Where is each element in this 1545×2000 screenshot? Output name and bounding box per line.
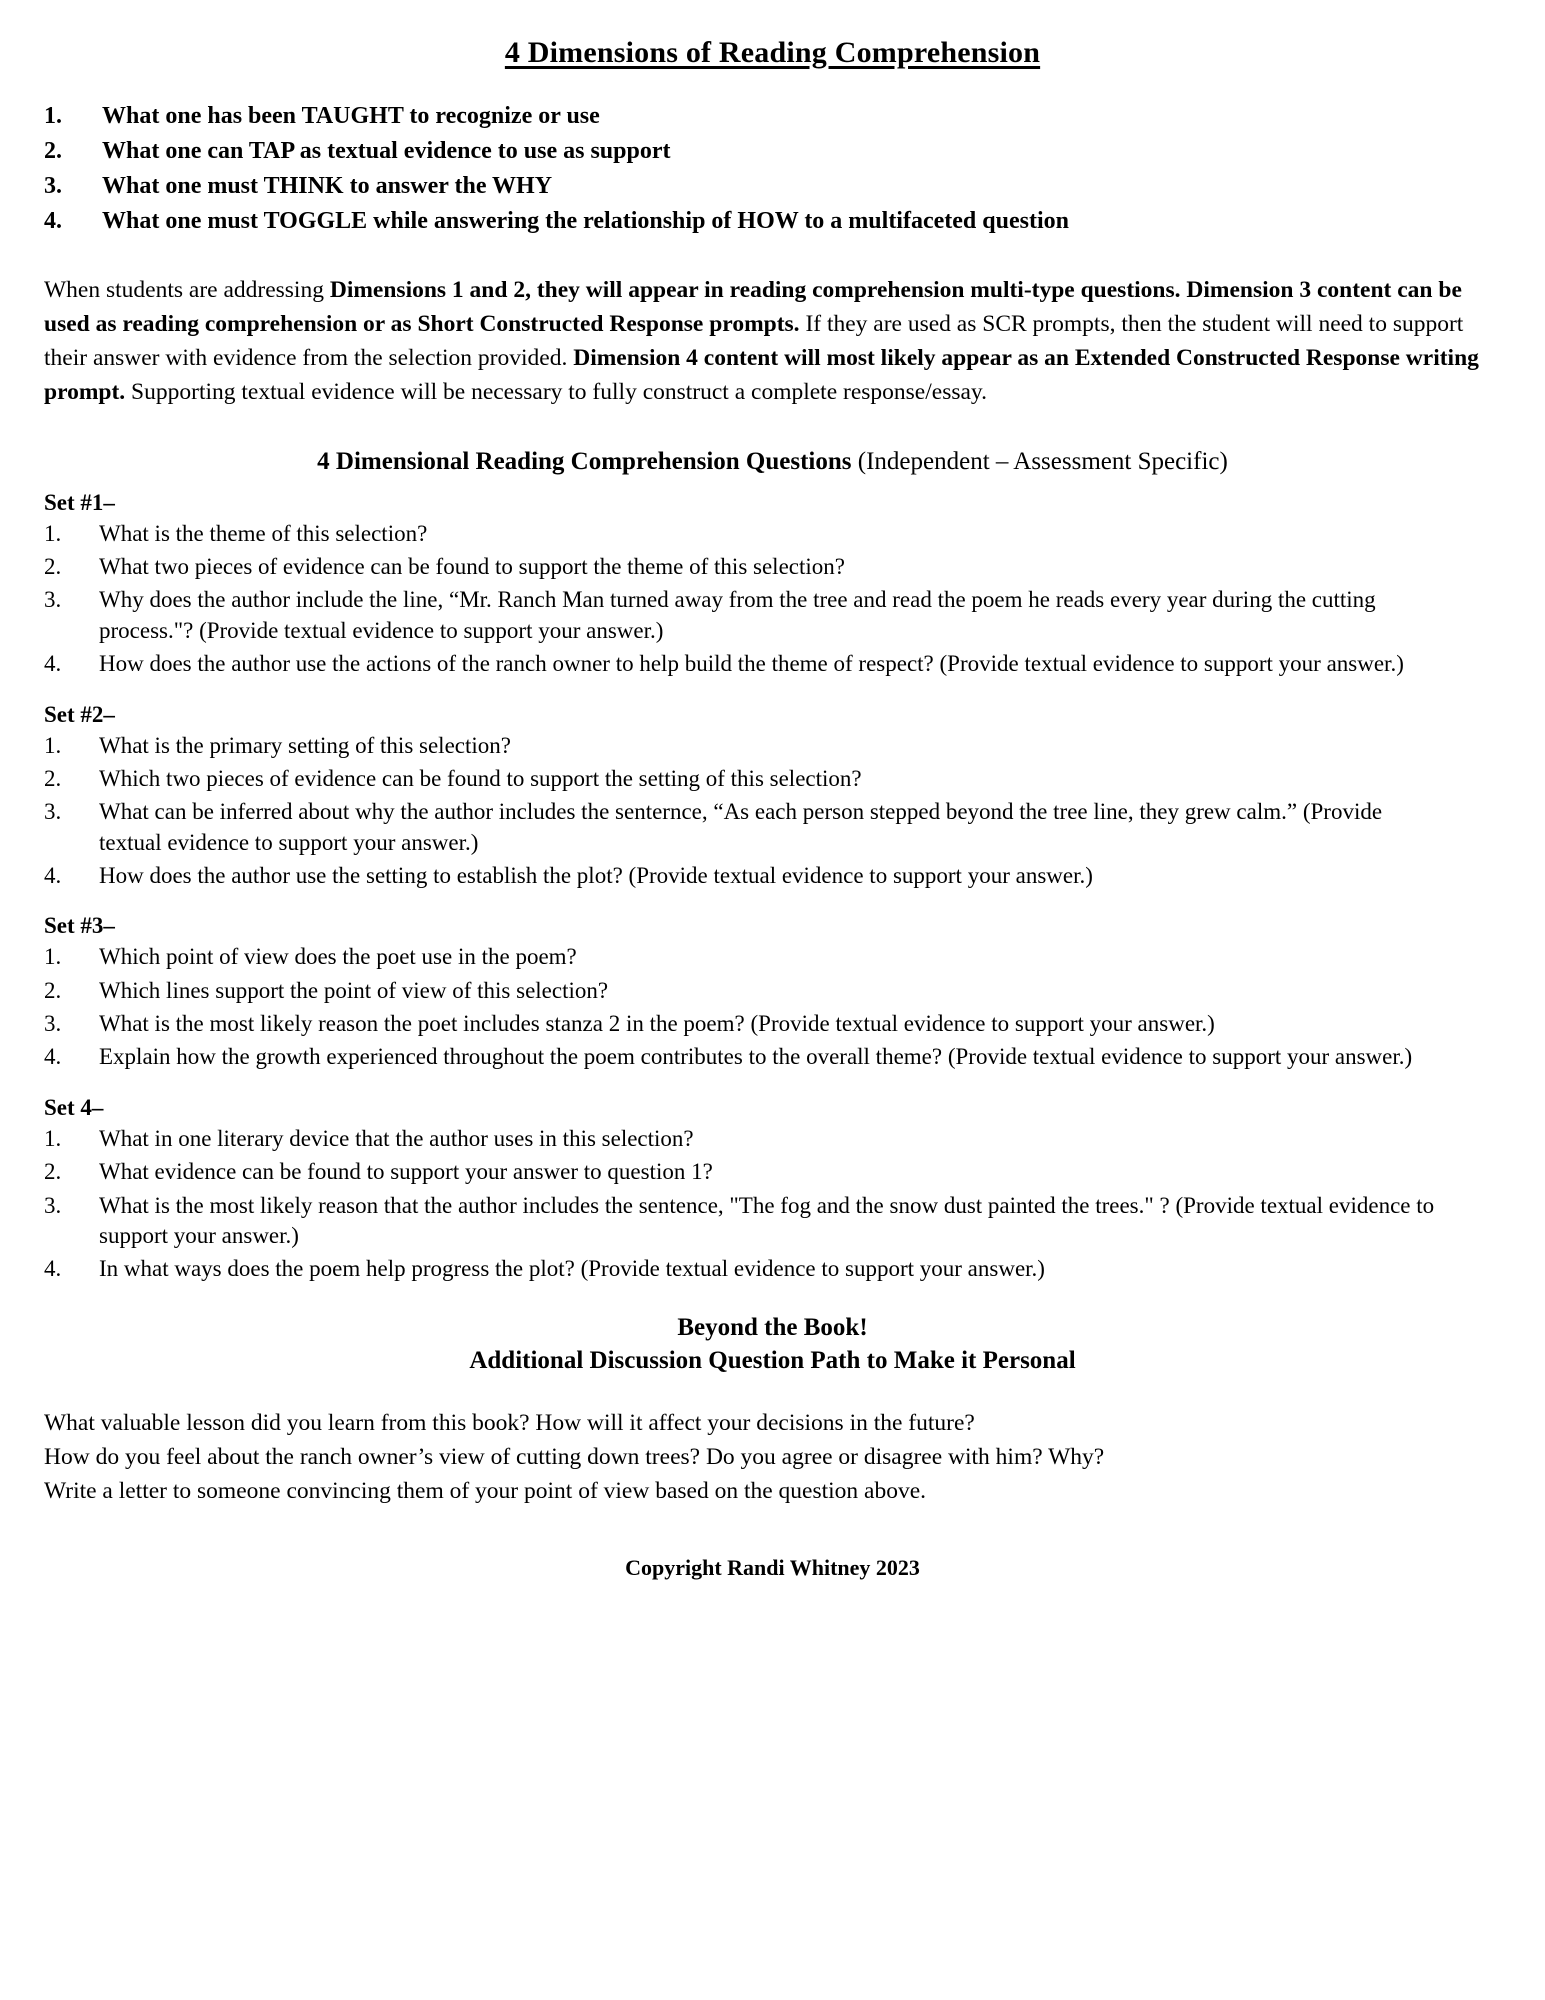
question-set-1 (44, 490, 1501, 680)
set-label: Set 4– (44, 1094, 104, 1120)
list-item (44, 135, 1501, 168)
list-item-number: 2. (44, 554, 62, 580)
list-item (44, 731, 1501, 761)
closing-questions (44, 1407, 1501, 1509)
list-item-number: 3. (44, 1011, 62, 1037)
copyright-footer: Copyright Randi Whitney 2023 (625, 1554, 920, 1580)
dimensions-list (44, 100, 1501, 238)
list-item-label: Which lines support the point of view of this selection? (99, 977, 609, 1003)
section-heading-bold: 4 Dimensional Reading Comprehension Questions (317, 447, 852, 475)
beyond-the-book-heading (44, 1311, 1501, 1377)
intro-paragraph (44, 274, 1501, 409)
list-item-number: 3. (44, 799, 62, 825)
question-set-2 (44, 702, 1501, 892)
intro-segment-regular-2: If they are used as SCR prompts, then the student will need to support their answer with evidence from the selection provided. (44, 311, 1464, 372)
section-heading (44, 448, 1501, 476)
question-list (44, 942, 1501, 1072)
list-item (44, 170, 1501, 203)
list-item-number: 4. (44, 651, 62, 677)
list-item (44, 976, 1501, 1006)
list-item-label: Which point of view does the poet use in the poem? (99, 944, 577, 970)
list-item-number: 3. (44, 173, 62, 200)
list-item-number: 3. (44, 587, 62, 613)
list-item-number: 1. (44, 520, 62, 546)
list-item-number: 1. (44, 103, 62, 129)
set-label: Set #1– (44, 489, 115, 515)
question-set-3 (44, 913, 1501, 1072)
list-item-label: What evidence can be found to support your answer to question 1? (99, 1159, 713, 1185)
list-item-label: What is the most likely reason the poet includes stanza 2 in the poem? (Provide textual evidence to support your answer.) (99, 1011, 1215, 1037)
intro-segment-regular-3: Supporting textual evidence will be necessary to fully construct a complete response/essay. (125, 378, 988, 405)
intro-segment-regular-1: When students are addressing (44, 277, 330, 304)
question-list (44, 731, 1501, 892)
list-item-number: 1. (44, 1125, 62, 1151)
list-item-number: 2. (44, 977, 62, 1003)
beyond-the-book-line2: Additional Discussion Question Path to Make it Personal (469, 1346, 1076, 1374)
list-item (44, 1009, 1501, 1039)
list-item-number: 2. (44, 138, 62, 165)
list-item-number: 2. (44, 1159, 62, 1185)
beyond-the-book-line1: Beyond the Book! (677, 1313, 868, 1341)
question-list (44, 519, 1501, 680)
list-item-label: What is the most likely reason that the author includes the sentence, "The fog and the snow dust painted the trees." ? (Provide textual evidence to support your answer.) (99, 1192, 1435, 1248)
list-item (44, 797, 1501, 858)
list-item-label: In what ways does the poem help progress the plot? (Provide textual evidence to support your answer.) (99, 1256, 1045, 1282)
list-item-label: What can be inferred about why the author includes the senternce, “As each person stepped beyond the tree line, they grew calm.” (Provide textual evidence to support your answer.) (99, 799, 1383, 855)
list-item-label: What one must THINK to answer the WHY (102, 173, 553, 200)
list-item-label: How does the author use the actions of the ranch owner to help build the theme of respect? (Provide textual evidence to support your answer.) (99, 651, 1404, 677)
list-item-label: What is the theme of this selection? (99, 520, 428, 546)
list-item (44, 1157, 1501, 1187)
list-item-number: 4. (44, 862, 62, 888)
list-item (44, 861, 1501, 891)
list-item-label: What one must TOGGLE while answering the relationship of HOW to a multifaceted question (102, 208, 1069, 235)
list-item (44, 649, 1501, 679)
set-label: Set #3– (44, 913, 115, 939)
set-label: Set #2– (44, 701, 115, 727)
question-list (44, 1124, 1501, 1285)
list-item (44, 942, 1501, 972)
closing-line: How do you feel about the ranch owner’s view of cutting down trees? Do you agree or disagree with him? Why? (44, 1443, 1105, 1470)
list-item (44, 1042, 1501, 1072)
closing-line: What valuable lesson did you learn from this book? How will it affect your decisions in the future? (44, 1409, 975, 1436)
list-item (44, 519, 1501, 549)
list-item (44, 100, 1501, 133)
list-item-label: Which two pieces of evidence can be found to support the setting of this selection? (99, 765, 862, 791)
list-item (44, 1124, 1501, 1154)
intro-segment-bold-2: Dimension 4 content will most likely appear as an Extended Constructed Response writing prompt. (44, 345, 1479, 405)
question-set-4 (44, 1095, 1501, 1285)
list-item (44, 764, 1501, 794)
list-item-label: What is the primary setting of this selection? (99, 732, 511, 758)
list-item-number: 4. (44, 208, 62, 235)
list-item (44, 1254, 1501, 1284)
list-item-number: 4. (44, 1256, 62, 1282)
list-item (44, 1191, 1501, 1252)
list-item-number: 1. (44, 732, 62, 758)
list-item (44, 205, 1501, 238)
page-title (44, 36, 1501, 70)
section-heading-regular: (Independent – Assessment Specific) (851, 447, 1228, 475)
list-item-number: 2. (44, 765, 62, 791)
list-item-number: 4. (44, 1044, 62, 1070)
list-item-label: Why does the author include the line, “Mr. Ranch Man turned away from the tree and read the poem he reads every year during the cutting process."? (Provide textual evidence to support your answer.) (99, 587, 1376, 643)
list-item-label: Explain how the growth experienced throughout the poem contributes to the overall theme? (Provide textual evidence to support your answer.) (99, 1044, 1413, 1070)
list-item-number: 1. (44, 944, 62, 970)
intro-segment-bold-1: Dimensions 1 and 2, they will appear in reading comprehension multi-type questions. Dimension 3 content can be used as reading comprehension or as Short Constructed Response prompts. (44, 277, 1462, 338)
list-item-label: What in one literary device that the author uses in this selection? (99, 1125, 694, 1151)
list-item-label: How does the author use the setting to establish the plot? (Provide textual evidence to support your answer.) (99, 862, 1093, 888)
list-item-number: 3. (44, 1192, 62, 1218)
closing-line: Write a letter to someone convincing them of your point of view based on the question above. (44, 1478, 927, 1505)
list-item-label: What two pieces of evidence can be found to support the theme of this selection? (99, 554, 845, 580)
list-item-label: What one can TAP as textual evidence to use as support (102, 138, 671, 165)
list-item (44, 585, 1501, 646)
list-item-label: What one has been TAUGHT to recognize or use (102, 103, 600, 129)
list-item (44, 552, 1501, 582)
page-title-text: 4 Dimensions of Reading Comprehension (504, 36, 1041, 69)
